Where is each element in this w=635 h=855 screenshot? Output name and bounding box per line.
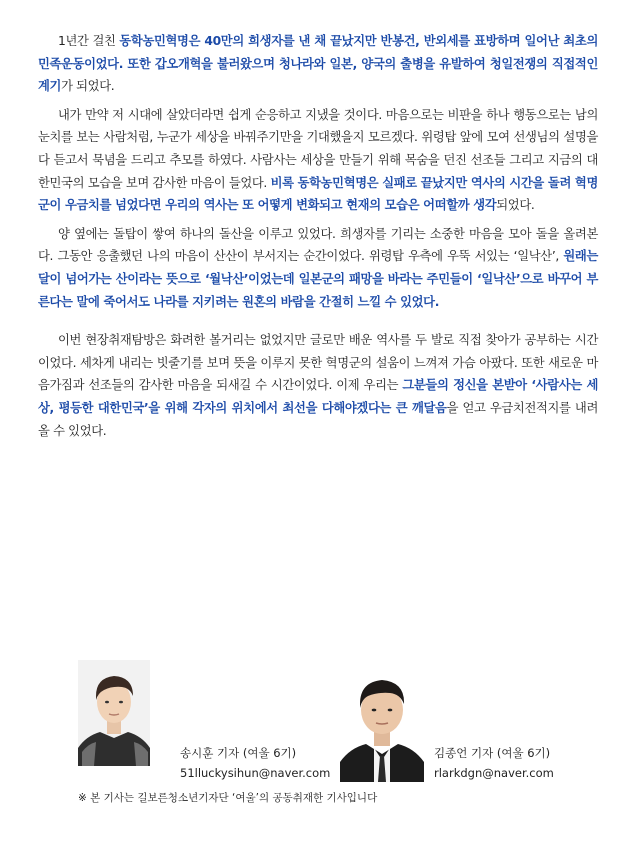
body-text: 내가 만약 저 시대에 살았더라면 쉽게 순응하고 지냈을 것이다. 마음으로는 비판을 하나 행동으로는 남의 눈치를 보는 사람처럼, 누군가 세상을 바꿔주기만을 기대했을지 모르겠다. 위령탑 앞에 모여 선생님의 설명을 다 듣고서 묵념을 드리고 추모를 하였다. 사람사는 세상을 만들기 위해 목숨을 던진 선조들 그리고 지금의 대한민국의 모습을 보며 감사한 마음이 들었다.	[38, 107, 598, 190]
reporter-email-kim: rlarkdgn@naver.com	[434, 766, 554, 780]
reporter-info-kim	[434, 743, 554, 783]
reporter-name-song: 송시훈 기자 (여울 6기)	[180, 746, 297, 760]
paragraph-3	[38, 223, 598, 313]
reporter-info-song	[180, 743, 330, 783]
body-text: 양 옆에는 돌탑이 쌓여 하나의 돌산을 이루고 있었다. 희생자를 기리는 소중한 마음을 모아 돌을 올려본다. 그동안 응출했던 나의 마음이 산산이 부서지는 순간이었다. 위령탑 우측에 우뚝 서있는 ‘일낙산’,	[38, 226, 598, 264]
reporter-email-song: 51lluckysihun@naver.com	[180, 766, 331, 780]
body-text: 가 되었다.	[61, 79, 115, 94]
highlighted-text: 비록 동학농민혁명은 실패로 끝났지만 역사의 시간을 돌려 혁명군이 우금치를 넘었다면 우리의 역사는 또 어떻게 변화되고 현재의 모습은 어떠할까 생각	[38, 175, 598, 213]
body-text: 되었다.	[496, 198, 535, 213]
highlighted-text: 원래는 달이 넘어가는 산이라는 뜻으로 ‘월낙산’이었는데 일본군의 패망을 바라는 주민들이 ‘일낙산’으로 바꾸어 부른다는 말에 죽어서도 나라를 지키려는 원혼의 바람을 간절히 느낄 수 있었다.	[38, 249, 598, 309]
paragraph-4	[38, 329, 598, 442]
highlighted-text: 동학농민혁명은 40만의 희생자를 낸 채 끝났지만 반봉건, 반외세를 표방하며 일어난 최초의 민족운동이었다. 또한 갑오개혁을 불러왔으며 청나라와 일본, 양국의 출병을 유발하여 청일전쟁의 직접적인 계기	[38, 34, 598, 94]
reporter-name-kim: 김종언 기자 (여울 6기)	[434, 746, 551, 760]
article-body	[38, 30, 598, 448]
paragraph-2	[38, 104, 598, 217]
footnote: ※ 본 기사는 길보른청소년기자단 ‘여울’의 공동취재한 기사입니다	[78, 792, 378, 804]
body-text: 을 얻고 우금치전적지를 내려올 수 있었다.	[38, 400, 598, 438]
reporter-photo-kim	[340, 664, 424, 782]
reporter-photo-song	[78, 660, 150, 766]
body-text: 1년간 걸친	[58, 34, 120, 48]
paragraph-1	[38, 30, 598, 98]
highlighted-text: 그분들의 정신을 본받아 ‘사람사는 세상, 평등한 대한민국’을 위해 각자의 위치에서 최선을 다해야겠다는 큰 깨달음	[38, 378, 598, 415]
body-text: 이번 현장취재탐방은 화려한 볼거리는 없었지만 글로만 배운 역사를 두 발로 직접 찾아가 공부하는 시간이었다. 세차게 내리는 빗줄기를 보며 뜻을 이루지 못한 혁명군의 설움이 느껴져 가슴 아팠다. 또한 새로운 마음가짐과 선조들의 감사한 마음을 되새길 수 시간이었다. 이제 우리는	[38, 333, 598, 393]
